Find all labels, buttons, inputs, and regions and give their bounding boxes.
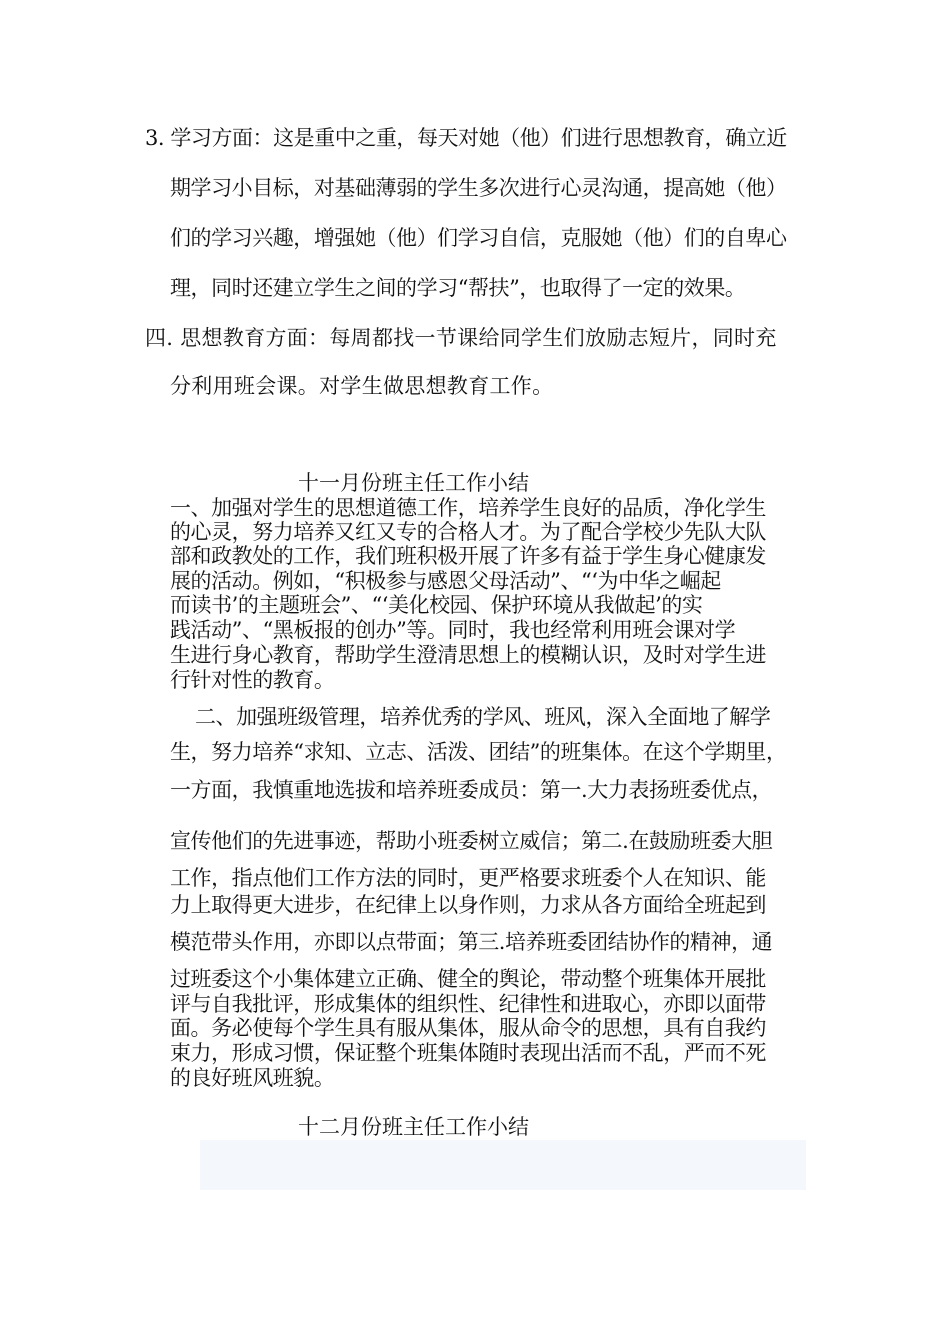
november-p2-line: 评与自我批评，形成集体的组织性、纪律性和进取心，亦即以面带 [170,992,766,1016]
november-p2-line: 二、加强班级管理，培养优秀的学风、班风，深入全面地了解学 [195,705,771,729]
november-p1-line: 践活动”、“黑板报的创办”等。同时，我也经常利用班会课对学 [170,618,736,642]
november-p1-line: 生进行身心教育，帮助学生澄清思想上的模糊认识，及时对学生进 [170,643,766,667]
thought-line-2: 分利用班会课。对学生做思想教育工作。 [170,374,554,398]
november-p1-line: 一、加强对学生的思想道德工作，培养学生良好的品质，净化学生 [170,496,766,520]
study-line-4: 理，同时还建立学生之间的学习“帮扶”，也取得了一定的效果。 [170,276,746,300]
november-title: 十一月份班主任工作小结 [298,471,529,495]
study-line-1: 3. 学习方面：这是重中之重，每天对她（他）们进行思想教育，确立近 [145,126,787,150]
study-line-3: 们的学习兴趣，增强她（他）们学习自信，克服她（他）们的自卑心 [170,226,787,250]
november-p2-line: 一方面，我慎重地选拔和培养班委成员：第一.大力表扬班委优点， [170,778,773,802]
november-p2-line: 过班委这个小集体建立正确、健全的舆论，带动整个班集体开展批 [170,967,766,991]
november-p1-line: 展的活动。例如，“积极参与感恩父母活动”、“‘为中华之崛起 [170,569,721,593]
november-p1-line: 的心灵，努力培养又红又专的合格人才。为了配合学校少先队大队 [170,520,766,544]
thought-line-1: 四. 思想教育方面：每周都找一节课给同学生们放励志短片，同时充 [145,326,777,350]
november-p1-line: 部和政教处的工作，我们班积极开展了许多有益于学生身心健康发 [170,544,766,568]
november-p2-line: 的良好班风班貌。 [170,1066,335,1090]
november-p2-line: 宣传他们的先进事迹，帮助小班委树立威信；第二.在鼓励班委大胆 [170,829,773,853]
shaded-placeholder-box [200,1140,806,1190]
november-p2-line: 模范带头作用，亦即以点带面；第三.培养班委团结协作的精神，通 [170,930,773,954]
november-p2-line: 工作，指点他们工作方法的同时，更严格要求班委个人在知识、能 [170,866,766,890]
november-p2-line: 力上取得更大进步，在纪律上以身作则，力求从各方面给全班起到 [170,893,766,917]
november-p2-line: 面。务必使每个学生具有服从集体，服从命令的思想，具有自我约 [170,1016,766,1040]
november-p1-line: 而读书’的主题班会”、“‘美化校园、保护环境从我做起’的实 [170,593,703,617]
november-p2-line: 束力，形成习惯，保证整个班集体随时表现出活而不乱，严而不死 [170,1041,766,1065]
study-line-2: 期学习小目标，对基础薄弱的学生多次进行心灵沟通，提高她（他） [170,176,787,200]
november-p1-line: 行针对性的教育。 [170,668,335,692]
november-p2-line: 生，努力培养“求知、立志、活泼、团结”的班集体。在这个学期里， [170,740,787,764]
december-title: 十二月份班主任工作小结 [298,1115,529,1139]
